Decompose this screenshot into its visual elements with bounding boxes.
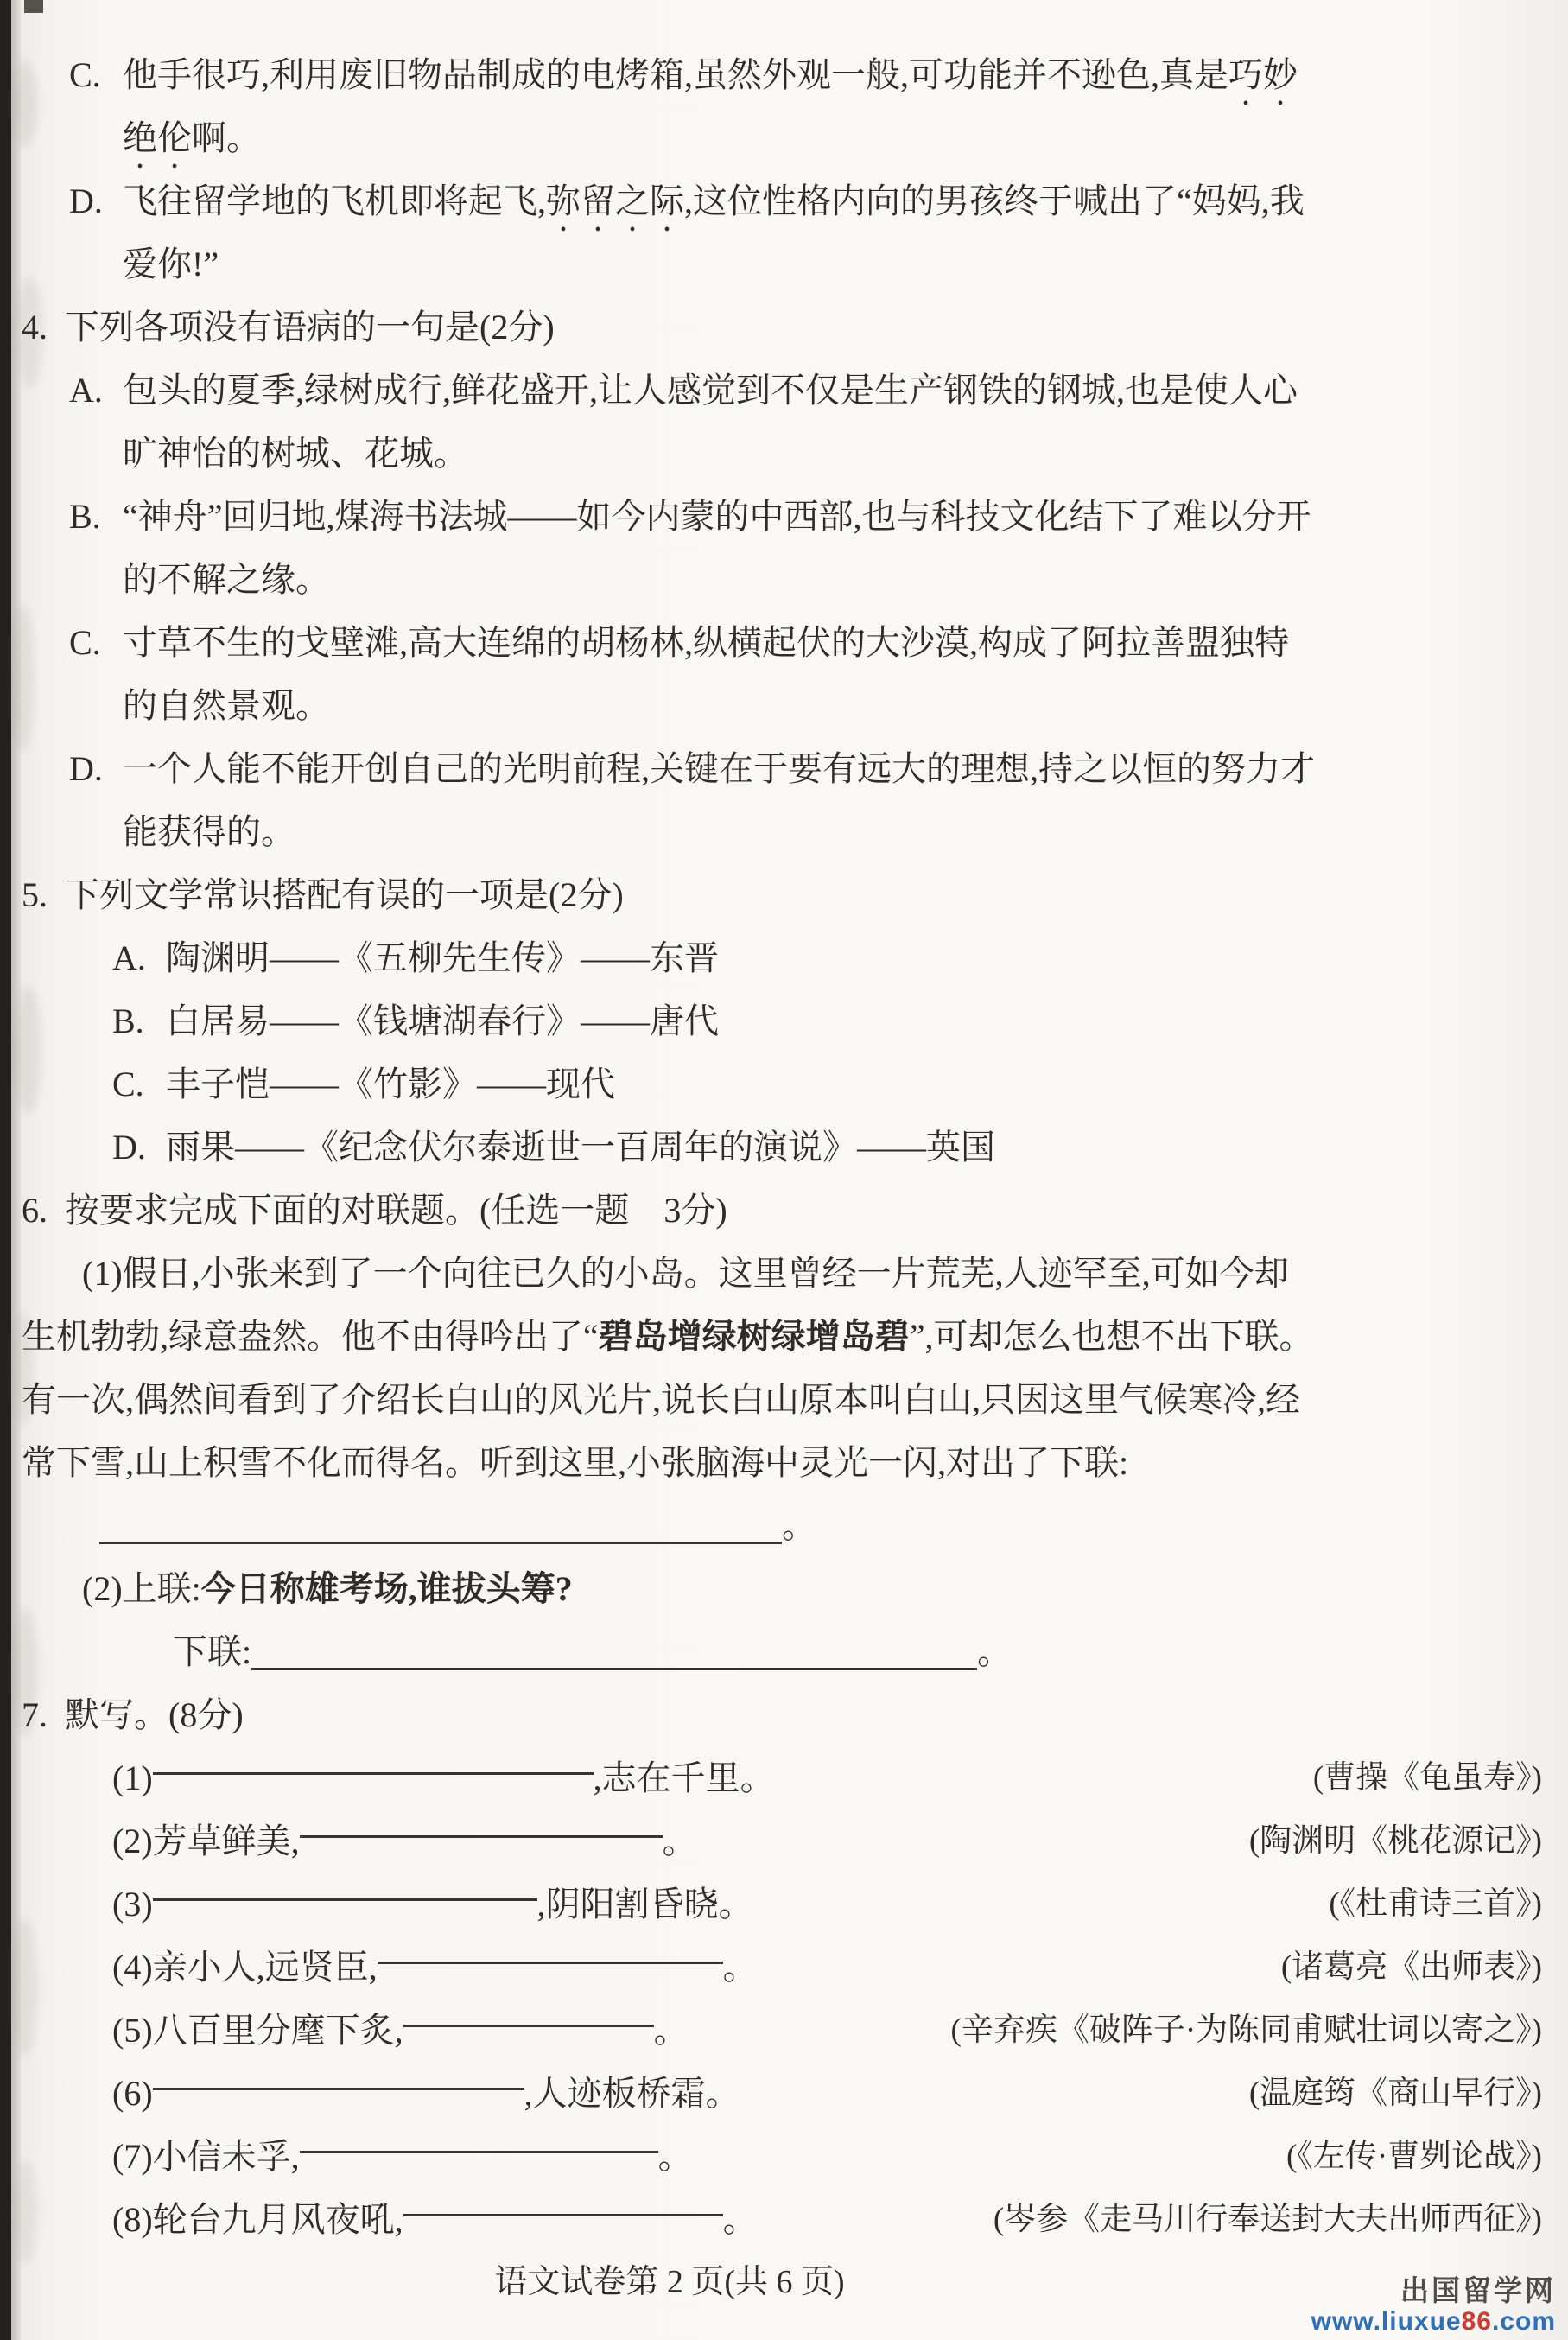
citation: (温庭筠《商山早行》) bbox=[1248, 2076, 1542, 2111]
q5-option-c bbox=[112, 1052, 1542, 1116]
exam-content bbox=[22, 43, 1542, 2314]
q6-answer-blank-line: 。 bbox=[22, 1494, 1542, 1557]
question-6-stem bbox=[22, 1179, 1542, 1242]
question-text: 按要求完成下面的对联题。(任选一题 3分) bbox=[65, 1191, 727, 1230]
q7-item-3: (3) ,阴阳割昏晓。 (《杜甫诗三首》) bbox=[22, 1873, 1542, 1936]
item-number: (2) bbox=[112, 1822, 153, 1860]
question-text: 下列文学常识搭配有误的一项是(2分) bbox=[65, 875, 624, 914]
item-number: (4) bbox=[112, 1948, 153, 1987]
item-number: (1) bbox=[112, 1758, 153, 1797]
answer-blank-underline bbox=[153, 2062, 524, 2090]
question-number: 4. bbox=[22, 308, 48, 347]
site-watermark bbox=[1311, 2275, 1556, 2337]
option-label: D. bbox=[69, 181, 103, 220]
question-5-stem bbox=[22, 863, 1542, 926]
q4-option-d-line1 bbox=[69, 737, 1542, 800]
q4-option-c-line2 bbox=[69, 674, 1542, 737]
q7-item-1: (1) ,志在千里。 (曹操《龟虽寿》) bbox=[22, 1746, 1542, 1809]
q5-option-d bbox=[112, 1116, 1542, 1179]
answer-blank-underline bbox=[300, 1809, 663, 1838]
q7-item-2: (2) 芳草鲜美, 。 (陶渊明《桃花源记》) bbox=[22, 1809, 1542, 1873]
bold-couplet-text: 碧岛增绿树绿增岛碧 bbox=[598, 1317, 910, 1356]
question-number: 6. bbox=[22, 1191, 48, 1230]
question-text: 默写。(8分) bbox=[65, 1695, 244, 1734]
watermark-site-name: 出国留学网 bbox=[1400, 2274, 1556, 2307]
emphasized-text: 绝伦 bbox=[123, 118, 192, 157]
option-text: 陶渊明——《五柳先生传》——东晋 bbox=[166, 938, 719, 977]
q4-option-a-line1 bbox=[69, 359, 1542, 422]
page-footer: 语文试卷第 2 页(共 6 页) bbox=[494, 2264, 845, 2300]
option-label: C. bbox=[112, 1065, 144, 1103]
option-text: 旷神怡的树城、花城。 bbox=[123, 434, 468, 473]
option-text: 的自然景观。 bbox=[123, 686, 330, 725]
answer-blank-underline bbox=[403, 2188, 723, 2216]
option-text: 一个人能不能开创自己的光明前程,关键在于要有远大的理想,持之以恒的努力才 bbox=[123, 749, 1315, 788]
answer-blank-underline bbox=[251, 1642, 977, 1670]
q6-paragraph-line4: 常下雪,山上积雪不化而得名。听到这里,小张脑海中灵光一闪,对出了下联: bbox=[22, 1443, 1129, 1482]
question-4-stem bbox=[22, 296, 1542, 359]
option-label: C. bbox=[69, 55, 101, 94]
answer-blank-underline bbox=[378, 1936, 723, 1964]
q3-option-c-line1 bbox=[69, 43, 1542, 106]
scan-corner-mark bbox=[24, 0, 43, 13]
q4-option-d-line2 bbox=[69, 800, 1542, 863]
option-text: 绝伦啊。 bbox=[123, 118, 261, 157]
option-text: 寸草不生的戈壁滩,高大连绵的胡杨林,纵横起伏的大沙漠,构成了阿拉善盟独特 bbox=[123, 623, 1289, 662]
question-7-stem bbox=[22, 1683, 1542, 1746]
option-label: B. bbox=[69, 497, 101, 536]
bold-couplet-text: 今日称雄考场,谁拔头筹? bbox=[200, 1569, 573, 1608]
citation: (曹操《龟虽寿》) bbox=[1312, 1760, 1542, 1796]
citation: (辛弃疾《破阵子·为陈同甫赋壮词以寄之》) bbox=[950, 2013, 1542, 2048]
item-number: (8) bbox=[112, 2200, 153, 2239]
item-number: (7) bbox=[112, 2137, 153, 2176]
item-number: (3) bbox=[112, 1885, 153, 1924]
citation: (诸葛亮《出师表》) bbox=[1280, 1949, 1542, 1985]
q4-option-a-line2 bbox=[69, 422, 1542, 485]
q3-option-d-line1 bbox=[69, 169, 1542, 232]
q5-option-b bbox=[112, 989, 1542, 1052]
option-text: 的不解之缘。 bbox=[123, 560, 330, 599]
q7-item-6: (6) ,人迹板桥霜。 (温庭筠《商山早行》) bbox=[22, 2062, 1542, 2125]
q4-option-b-line2 bbox=[69, 548, 1542, 611]
answer-blank-underline bbox=[153, 1746, 594, 1775]
option-text: 爱你!” bbox=[123, 245, 219, 283]
option-text: 丰子恺——《竹影》——现代 bbox=[166, 1065, 615, 1103]
question-number: 5. bbox=[22, 875, 48, 914]
option-text: “神舟”回归地,煤海书法城——如今内蒙的中西部,也与科技文化结下了难以分开 bbox=[123, 497, 1311, 536]
item-number: (6) bbox=[112, 2074, 153, 2113]
answer-blank-underline bbox=[403, 1999, 654, 2027]
option-text: 雨果——《纪念伏尔泰逝世一百周年的演说》——英国 bbox=[166, 1128, 995, 1167]
item-number: (5) bbox=[112, 2011, 153, 2050]
scanner-edge-shadow bbox=[0, 0, 11, 2340]
q7-item-4: (4) 亲小人,远贤臣, 。 (诸葛亮《出师表》) bbox=[22, 1936, 1542, 1999]
option-label: B. bbox=[112, 1001, 144, 1040]
watermark-url: www.liuxue86.com bbox=[1311, 2307, 1556, 2337]
option-label: A. bbox=[112, 938, 146, 977]
option-text: 他手很巧,利用废旧物品制成的电烤箱,虽然外观一般,可功能并不逊色,真是巧妙 bbox=[123, 55, 1298, 94]
q6-xialian-line: 下联: 。 bbox=[173, 1632, 1013, 1671]
option-text: 包头的夏季,绿树成行,鲜花盛开,让人感觉到不仅是生产钢铁的钢城,也是使人心 bbox=[123, 371, 1298, 410]
option-text: 能获得的。 bbox=[123, 812, 295, 851]
option-label: D. bbox=[112, 1128, 146, 1167]
q7-item-7: (7) 小信未孚, 。 (《左传·曹刿论战》) bbox=[22, 2125, 1542, 2188]
q6-paragraph-line1: (1)假日,小张来到了一个向往已久的小岛。这里曾经一片荒芜,人迹罕至,可如今却 bbox=[82, 1254, 1289, 1293]
option-label: A. bbox=[69, 371, 103, 410]
q4-option-b-line1 bbox=[69, 485, 1542, 548]
citation: (《杜甫诗三首》) bbox=[1329, 1886, 1542, 1922]
q6-paragraph-line3: 有一次,偶然间看到了介绍长白山的风光片,说长白山原本叫白山,只因这里气候寒冷,经 bbox=[22, 1380, 1300, 1419]
question-number: 7. bbox=[22, 1695, 48, 1734]
q3-option-c-line2 bbox=[69, 106, 1542, 169]
question-text: 下列各项没有语病的一句是(2分) bbox=[65, 308, 555, 347]
watermark-url-number: 86 bbox=[1461, 2307, 1492, 2337]
option-label: C. bbox=[69, 623, 101, 662]
option-label: D. bbox=[69, 749, 103, 788]
emphasized-text: 弥留之际 bbox=[546, 181, 684, 220]
q3-option-d-line2 bbox=[69, 232, 1542, 296]
q7-item-5: (5) 八百里分麾下炙, 。 (辛弃疾《破阵子·为陈同甫赋壮词以寄之》) bbox=[22, 1999, 1542, 2062]
q6-sub2-line: (2)上联:今日称雄考场,谁拔头筹? bbox=[82, 1569, 573, 1608]
option-text: 飞往留学地的飞机即将起飞,弥留之际,这位性格内向的男孩终于喊出了“妈妈,我 bbox=[123, 181, 1305, 220]
answer-blank-underline bbox=[153, 1873, 537, 1901]
q7-item-8: (8) 轮台九月风夜吼, 。 (岑参《走马川行奉送封大夫出师西征》) bbox=[22, 2188, 1542, 2251]
answer-blank-underline bbox=[300, 2125, 658, 2153]
citation: (岑参《走马川行奉送封大夫出师西征》) bbox=[993, 2202, 1542, 2237]
citation: (《左传·曹刿论战》) bbox=[1286, 2139, 1542, 2174]
emphasized-text: 巧妙 bbox=[1228, 55, 1298, 94]
citation: (陶渊明《桃花源记》) bbox=[1248, 1823, 1542, 1859]
q4-option-c-line1 bbox=[69, 611, 1542, 674]
q6-paragraph-line2: 生机勃勃,绿意盎然。他不由得吟出了“碧岛增绿树绿增岛碧”,可却怎么也想不出下联。 bbox=[22, 1317, 1314, 1356]
q5-option-a bbox=[112, 926, 1542, 989]
answer-blank-underline bbox=[99, 1516, 782, 1544]
option-text: 白居易——《钱塘湖春行》——唐代 bbox=[166, 1001, 719, 1040]
